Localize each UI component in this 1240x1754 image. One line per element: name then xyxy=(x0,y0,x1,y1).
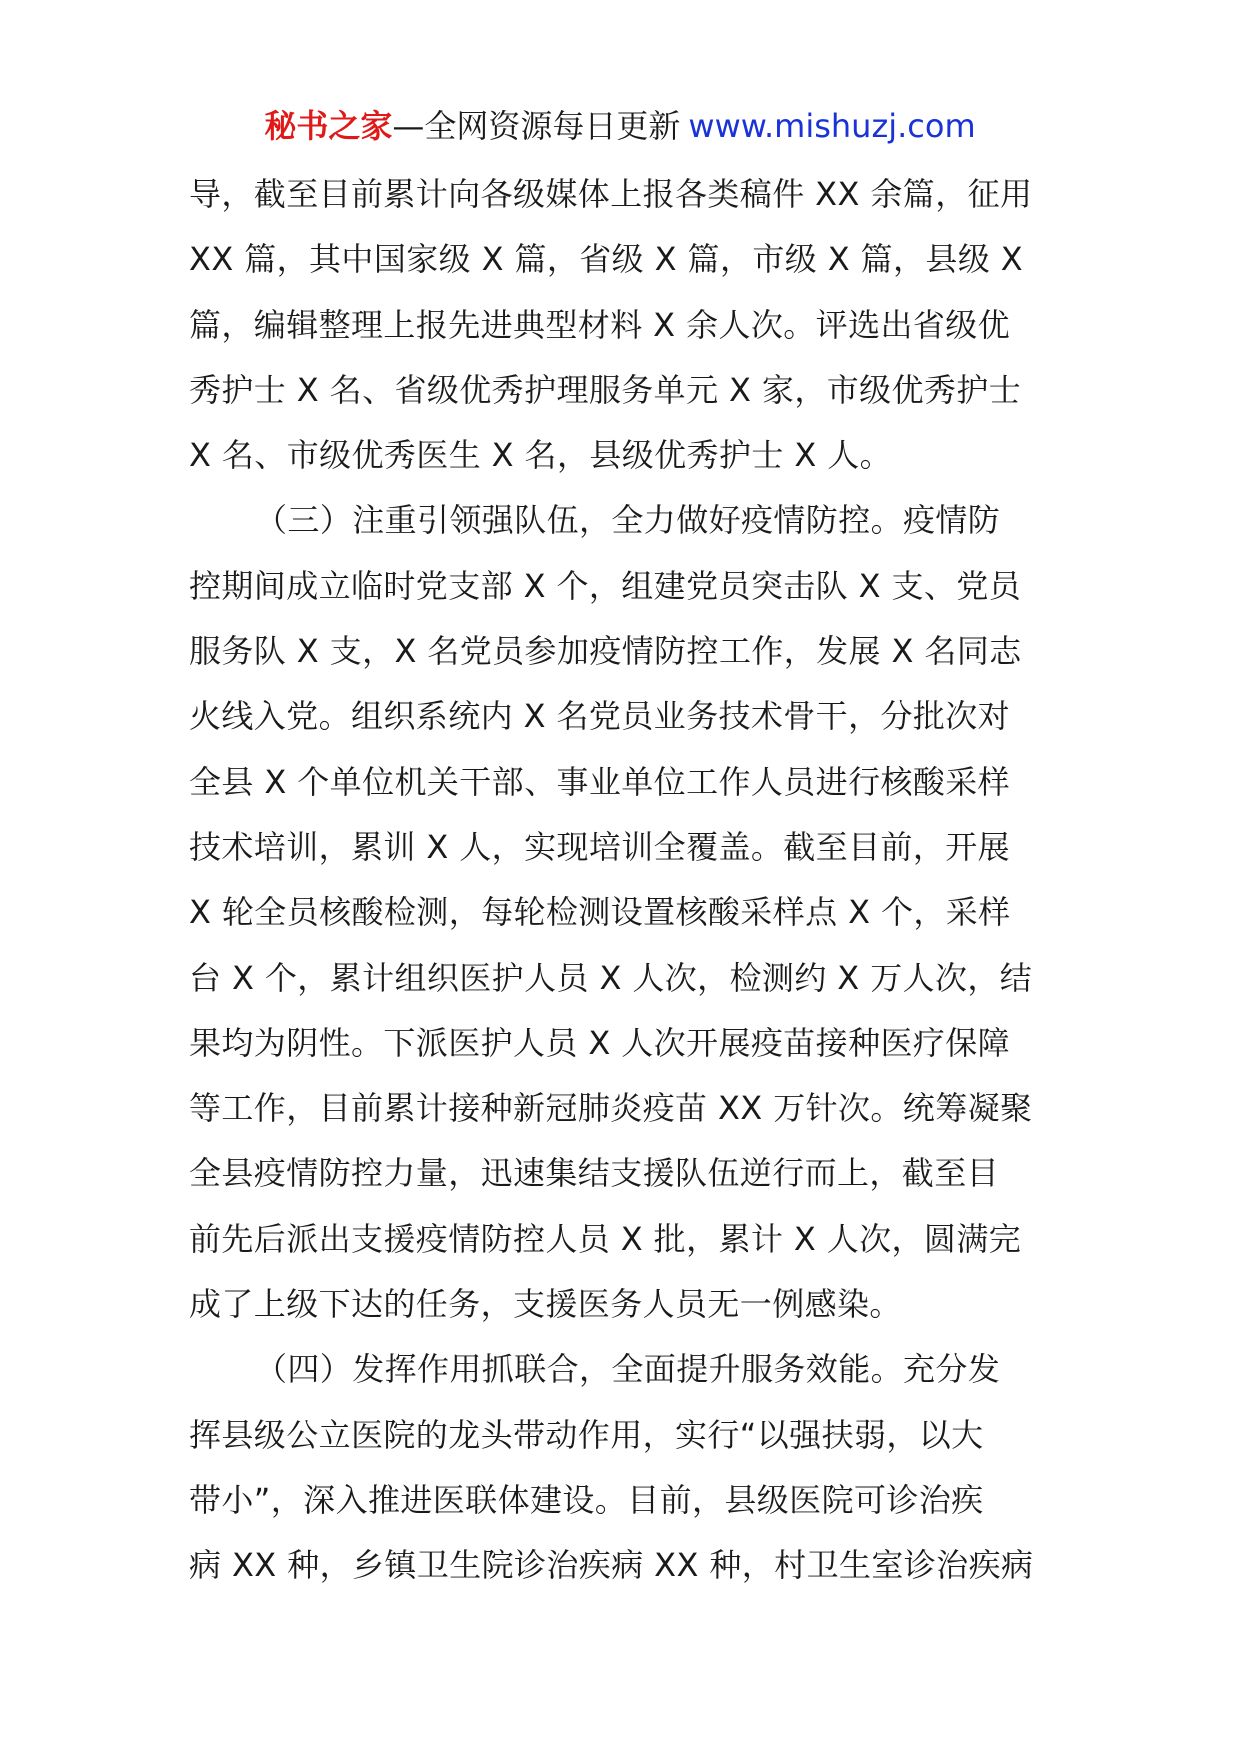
text-line: X 轮全员核酸检测，每轮检测设置核酸采样点 X 个，采样 xyxy=(189,893,1011,932)
text-line: 全县 X 个单位机关干部、事业单位工作人员进行核酸采样 xyxy=(189,762,1011,801)
text-line: X 名、市级优秀医生 X 名，县级优秀护士 X 人。 xyxy=(189,436,893,475)
site-url-link[interactable]: www.mishuzj.com xyxy=(688,107,976,145)
text-line: 篇，编辑整理上报先进典型材料 X 余人次。评选出省级优 xyxy=(189,305,1011,344)
text-line: XX 篇，其中国家级 X 篇，省级 X 篇，市级 X 篇，县级 X xyxy=(189,240,1024,279)
text-line: （四）发挥作用抓联合，全面提升服务效能。充分发 xyxy=(255,1350,1001,1389)
document-body xyxy=(189,162,1061,1599)
text-line: 控期间成立临时党支部 X 个，组建党员突击队 X 支、党员 xyxy=(189,566,1022,605)
text-line: 全县疫情防控力量，迅速集结支援队伍逆行而上，截至目 xyxy=(189,1154,1000,1193)
header-tagline: —全网资源每日更新 xyxy=(392,107,681,145)
text-line: 服务队 X 支，X 名党员参加疫情防控工作，发展 X 名同志 xyxy=(189,632,1022,671)
brand-name: 秘书之家 xyxy=(264,107,393,145)
text-line: 带小”，深入推进医联体建设。目前，县级医院可诊治疾 xyxy=(189,1480,984,1519)
text-line: 秀护士 X 名、省级优秀护理服务单元 X 家，市级优秀护士 xyxy=(189,370,1022,409)
text-line: 前先后派出支援疫情防控人员 X 批，累计 X 人次，圆满完 xyxy=(189,1219,1022,1258)
text-line: 台 X 个，累计组织医护人员 X 人次，检测约 X 万人次，结 xyxy=(189,958,1033,997)
text-line: 火线入党。组织系统内 X 名党员业务技术骨干，分批次对 xyxy=(189,697,1011,736)
text-line: 技术培训，累训 X 人，实现培训全覆盖。截至目前，开展 xyxy=(189,827,1011,866)
text-line: （三）注重引领强队伍，全力做好疫情防控。疫情防 xyxy=(255,501,1001,540)
text-line: 果均为阴性。下派医护人员 X 人次开展疫苗接种医疗保障 xyxy=(189,1023,1011,1062)
text-line: 病 XX 种，乡镇卫生院诊治疾病 XX 种，村卫生室诊治疾病 xyxy=(189,1546,1034,1585)
page-header xyxy=(0,98,1240,154)
text-line: 等工作，目前累计接种新冠肺炎疫苗 XX 万针次。统筹凝聚 xyxy=(189,1089,1033,1128)
text-line: 挥县级公立医院的龙头带动作用，实行“以强扶弱，以大 xyxy=(189,1415,984,1454)
text-line: 成了上级下达的任务，支援医务人员无一例感染。 xyxy=(189,1285,902,1324)
text-line: 导，截至目前累计向各级媒体上报各类稿件 XX 余篇，征用 xyxy=(189,175,1033,213)
